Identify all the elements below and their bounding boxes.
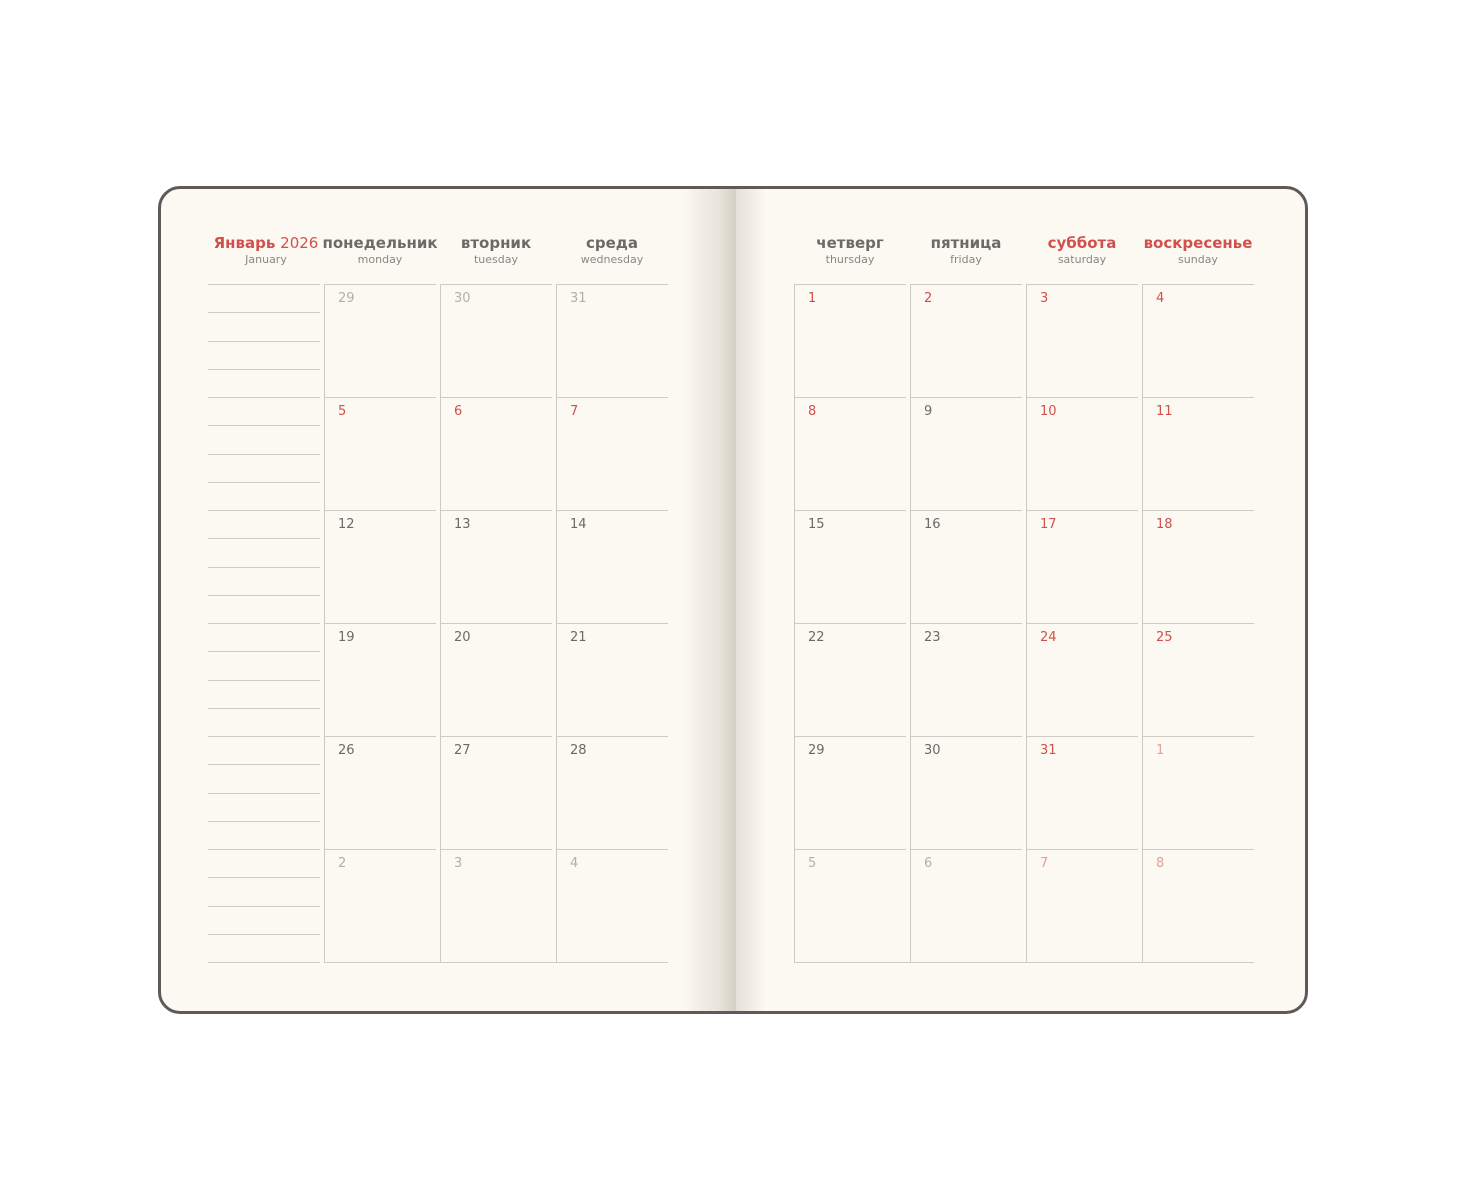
day-cell[interactable] <box>556 510 668 623</box>
day-cell[interactable] <box>910 736 1022 849</box>
day-cell[interactable] <box>324 284 436 397</box>
spine-shadow-left <box>681 189 736 1011</box>
day-number: 2 <box>924 291 933 306</box>
day-number: 11 <box>1156 404 1173 419</box>
day-number: 4 <box>1156 291 1165 306</box>
day-number: 14 <box>570 517 587 532</box>
weekday-name-en: saturday <box>1057 253 1107 266</box>
day-cell[interactable] <box>1142 849 1254 962</box>
weekday-name-ru: вторник <box>460 234 532 252</box>
notes-line <box>208 962 320 963</box>
day-number: 9 <box>924 404 933 419</box>
day-cell[interactable] <box>556 849 668 962</box>
day-cell[interactable] <box>1026 510 1138 623</box>
day-cell[interactable] <box>440 736 552 849</box>
day-cell[interactable] <box>910 623 1022 736</box>
day-number: 5 <box>808 856 817 871</box>
day-number: 30 <box>924 743 941 758</box>
notes-line <box>208 764 320 765</box>
day-number: 5 <box>338 404 347 419</box>
day-cell[interactable] <box>440 849 552 962</box>
notes-line <box>208 510 320 511</box>
weekday-name-en: thursday <box>825 253 875 266</box>
day-cell[interactable] <box>1026 397 1138 510</box>
day-number: 3 <box>1040 291 1049 306</box>
notes-line <box>208 341 320 342</box>
day-cell[interactable] <box>1142 623 1254 736</box>
day-number: 29 <box>808 743 825 758</box>
day-number: 3 <box>454 856 463 871</box>
day-number: 20 <box>454 630 471 645</box>
day-number: 7 <box>570 404 579 419</box>
day-cell[interactable] <box>440 397 552 510</box>
notes-line <box>208 369 320 370</box>
day-number: 1 <box>808 291 817 306</box>
notes-line <box>208 567 320 568</box>
day-number: 25 <box>1156 630 1173 645</box>
month-header <box>208 234 324 267</box>
day-cell[interactable] <box>324 510 436 623</box>
day-number: 21 <box>570 630 587 645</box>
month-name-english: January <box>245 253 287 266</box>
day-cell[interactable] <box>556 397 668 510</box>
weekday-name-ru: пятница <box>930 234 1002 252</box>
day-number: 31 <box>570 291 587 306</box>
day-number: 6 <box>454 404 463 419</box>
notes-line <box>208 623 320 624</box>
notes-line <box>208 284 320 285</box>
day-cell[interactable] <box>1026 849 1138 962</box>
day-number: 19 <box>338 630 355 645</box>
notes-line <box>208 849 320 850</box>
notes-line <box>208 736 320 737</box>
day-cell[interactable] <box>440 510 552 623</box>
day-number: 7 <box>1040 856 1049 871</box>
day-number: 24 <box>1040 630 1057 645</box>
notes-line <box>208 595 320 596</box>
day-number: 30 <box>454 291 471 306</box>
day-number: 8 <box>1156 856 1165 871</box>
day-cell[interactable] <box>440 623 552 736</box>
weekday-name-ru: четверг <box>816 234 884 252</box>
day-cell[interactable] <box>324 397 436 510</box>
weekday-name-en: tuesday <box>473 253 519 266</box>
notes-line <box>208 482 320 483</box>
notes-line <box>208 877 320 878</box>
weekday-header-saturday <box>1024 234 1140 267</box>
day-cell[interactable] <box>794 736 906 849</box>
day-number: 18 <box>1156 517 1173 532</box>
weekday-header-monday <box>322 234 438 267</box>
day-cell[interactable] <box>556 623 668 736</box>
notes-line <box>208 906 320 907</box>
weekday-name-en: wednesday <box>580 253 644 266</box>
day-cell[interactable] <box>794 510 906 623</box>
month-title <box>208 234 324 252</box>
weekday-header-wednesday <box>554 234 670 267</box>
weekday-header-friday <box>908 234 1024 267</box>
day-cell[interactable] <box>794 849 906 962</box>
month-year: 2026 <box>280 234 319 252</box>
day-number: 15 <box>808 517 825 532</box>
day-number: 26 <box>338 743 355 758</box>
day-number: 12 <box>338 517 355 532</box>
day-number: 13 <box>454 517 471 532</box>
day-cell[interactable] <box>1142 736 1254 849</box>
notes-line <box>208 708 320 709</box>
day-number: 1 <box>1156 743 1165 758</box>
notes-line <box>208 651 320 652</box>
notes-line <box>208 397 320 398</box>
day-number: 22 <box>808 630 825 645</box>
day-cell[interactable] <box>324 623 436 736</box>
notes-line <box>208 454 320 455</box>
notes-line <box>208 680 320 681</box>
day-number: 16 <box>924 517 941 532</box>
notes-line <box>208 538 320 539</box>
day-number: 27 <box>454 743 471 758</box>
day-cell[interactable] <box>794 284 906 397</box>
day-cell[interactable] <box>910 397 1022 510</box>
day-cell[interactable] <box>1026 284 1138 397</box>
day-cell[interactable] <box>910 849 1022 962</box>
day-cell[interactable] <box>794 397 906 510</box>
weekday-name-ru: воскресенье <box>1143 234 1253 252</box>
day-number: 28 <box>570 743 587 758</box>
day-cell[interactable] <box>324 736 436 849</box>
notes-line <box>208 934 320 935</box>
day-number: 31 <box>1040 743 1057 758</box>
weekday-name-ru: понедельник <box>322 234 438 252</box>
month-name: Январь <box>213 234 276 252</box>
day-number: 29 <box>338 291 355 306</box>
grid-bottom-line <box>324 962 668 963</box>
weekday-header-tuesday <box>438 234 554 267</box>
day-cell[interactable] <box>324 849 436 962</box>
day-cell[interactable] <box>794 623 906 736</box>
day-cell[interactable] <box>1026 736 1138 849</box>
day-cell[interactable] <box>910 284 1022 397</box>
notes-line <box>208 821 320 822</box>
grid-bottom-line <box>794 962 1254 963</box>
day-number: 2 <box>338 856 347 871</box>
weekday-name-ru: суббота <box>1047 234 1117 252</box>
day-cell[interactable] <box>1142 510 1254 623</box>
weekday-header-sunday <box>1140 234 1256 267</box>
notes-line <box>208 312 320 313</box>
weekday-name-ru: среда <box>585 234 639 252</box>
day-cell[interactable] <box>1142 284 1254 397</box>
day-number: 17 <box>1040 517 1057 532</box>
notes-line <box>208 793 320 794</box>
day-cell[interactable] <box>910 510 1022 623</box>
notes-line <box>208 425 320 426</box>
weekday-name-en: sunday <box>1178 253 1218 266</box>
day-cell[interactable] <box>1026 623 1138 736</box>
day-number: 6 <box>924 856 933 871</box>
day-number: 23 <box>924 630 941 645</box>
weekday-name-en: friday <box>950 253 982 266</box>
day-cell[interactable] <box>1142 397 1254 510</box>
spine-fold <box>734 189 735 1011</box>
spine-shadow-right <box>736 189 766 1011</box>
weekday-name-en: monday <box>357 253 403 266</box>
planner-spread <box>158 186 1308 1014</box>
day-number: 4 <box>570 856 579 871</box>
day-number: 10 <box>1040 404 1057 419</box>
day-cell[interactable] <box>556 736 668 849</box>
day-number: 8 <box>808 404 817 419</box>
weekday-header-thursday <box>792 234 908 267</box>
day-cell[interactable] <box>440 284 552 397</box>
day-cell[interactable] <box>556 284 668 397</box>
